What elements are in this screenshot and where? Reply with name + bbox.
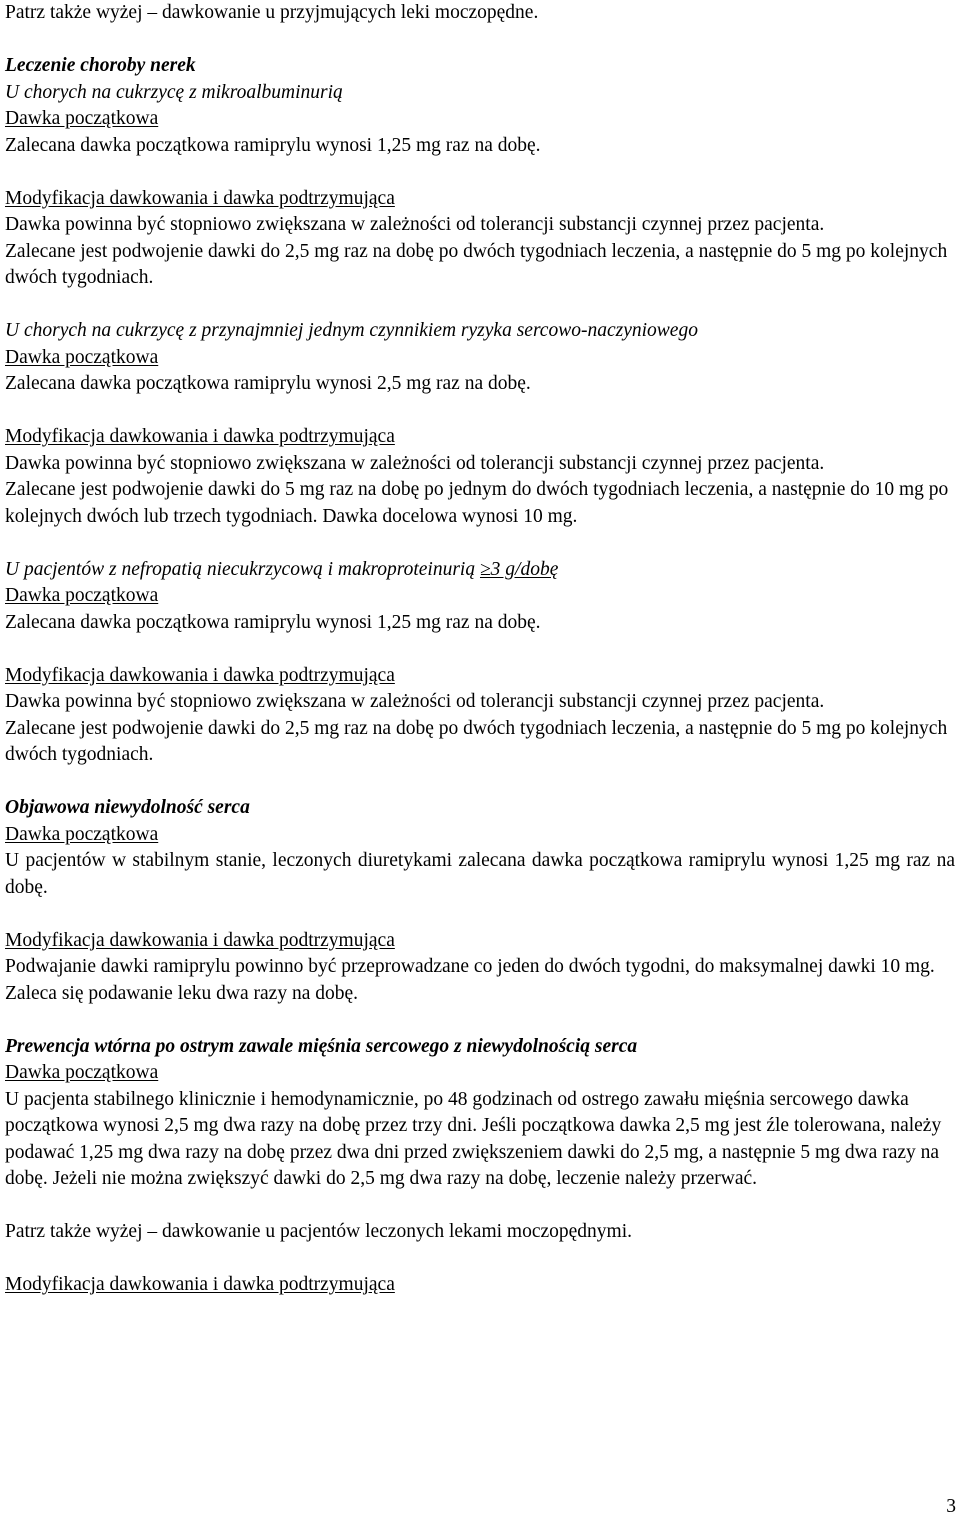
- prevention-section: [5, 1034, 955, 1299]
- spacer: [5, 1193, 955, 1220]
- start-dose-heading: Dawka początkowa: [5, 1062, 159, 1083]
- modification-text: Podwajanie dawki ramiprylu powinno być przeprowadzane co jeden do dwóch tygodni, do maksymalnej dawki 10 mg. Zaleca się podawanie leku dwa razy na dobę.: [5, 956, 935, 1004]
- heart-failure-section: [5, 795, 955, 1034]
- spacer: [5, 292, 955, 319]
- modification-text: Zalecane jest podwojenie dawki do 2,5 mg raz na dobę po dwóch tygodniach leczenia, a następnie do 5 mg po kolejnych dwóch tygodniach.: [5, 240, 948, 288]
- modification-text: Zalecane jest podwojenie dawki do 2,5 mg raz na dobę po dwóch tygodniach leczenia, a następnie do 5 mg po kolejnych dwóch tygodniach.: [5, 717, 948, 765]
- start-dose-text: U pacjentów w stabilnym stanie, leczonych diuretykami zalecana dawka początkowa ramiprylu wynosi 1,25 mg raz na dobę.: [5, 850, 955, 898]
- modification-text: Dawka powinna być stopniowo zwiększana w zależności od tolerancji substancji czynnej przez pacjenta.: [5, 452, 825, 474]
- spacer: [5, 769, 955, 796]
- spacer: [5, 636, 955, 663]
- modification-heading: Modyfikacja dawkowania i dawka podtrzymująca: [5, 1274, 395, 1295]
- section-title-prevention: Prewencja wtórna po ostrym zawale mięśnia sercowego z niewydolnością serca: [5, 1035, 638, 1057]
- start-dose-heading: Dawka początkowa: [5, 108, 159, 129]
- section-title-kidney: Leczenie choroby nerek: [5, 55, 196, 76]
- subsection-title-microalbuminuria: U chorych na cukrzycę z mikroalbuminurią: [5, 81, 343, 103]
- subsection-title-cardiovascular-risk: U chorych na cukrzycę z przynajmniej jednym czynnikiem ryzyka sercowo-naczyniowego: [5, 320, 698, 341]
- spacer: [5, 901, 955, 928]
- page-number: 3: [946, 1496, 956, 1517]
- document-page: [5, 0, 955, 1299]
- modification-text: Dawka powinna być stopniowo zwiększana w zależności od tolerancji substancji czynnej przez pacjenta.: [5, 691, 825, 712]
- modification-heading: Modyfikacja dawkowania i dawka podtrzymująca: [5, 929, 395, 951]
- see-also-text: Patrz także wyżej – dawkowanie u pacjentów leczonych lekami moczopędnymi.: [5, 1221, 633, 1242]
- start-dose-text: U pacjenta stabilnego klinicznie i hemodynamicznie, po 48 godzinach od ostrego zawału mięśnia sercowego dawka początkowa wynosi 2,5 mg dwa razy na dobę przez trzy dni. Jeśli początkowa dawka 2,5 mg jest źle tolerowana, należy podawać 1,25 mg dwa razy na dobę przez dwa dni przed zwiększeniem dawki do 2,5 mg, a następnie 5 mg dwa razy na dobę. Jeżeli nie można zwiększyć dawki do 2,5 mg dwa razy na dobę, leczenie należy przerwać.: [5, 1088, 942, 1189]
- spacer: [5, 398, 955, 425]
- start-dose-text: Zalecana dawka początkowa ramiprylu wynosi 2,5 mg raz na dobę.: [5, 373, 531, 394]
- start-dose-heading: Dawka początkowa: [5, 823, 159, 845]
- subtitle-prefix: U pacjentów z nefropatią niecukrzycową i makroproteinurią: [5, 558, 480, 580]
- modification-text: Zalecane jest podwojenie dawki do 5 mg raz na dobę po jednym do dwóch tygodniach leczenia, a następnie do 10 mg po kolejnych dwóch lub trzech tygodniach. Dawka docelowa wynosi 10 mg.: [5, 479, 949, 527]
- start-dose-text: Zalecana dawka początkowa ramiprylu wynosi 1,25 mg raz na dobę.: [5, 134, 541, 156]
- modification-heading: Modyfikacja dawkowania i dawka podtrzymująca: [5, 187, 395, 209]
- modification-heading: Modyfikacja dawkowania i dawka podtrzymująca: [5, 664, 395, 686]
- spacer: [5, 1007, 955, 1034]
- start-dose-heading: Dawka początkowa: [5, 346, 159, 368]
- spacer: [5, 530, 955, 557]
- start-dose-heading: Dawka początkowa: [5, 585, 159, 606]
- subtitle-threshold: ≥3 g/dobę: [479, 558, 559, 580]
- intro-text: Patrz także wyżej – dawkowanie u przyjmujących leki moczopędne.: [5, 2, 539, 23]
- spacer: [5, 159, 955, 186]
- start-dose-text: Zalecana dawka początkowa ramiprylu wynosi 1,25 mg raz na dobę.: [5, 611, 541, 633]
- subsection-title-nephropathy: [5, 557, 955, 584]
- kidney-section: [5, 53, 955, 795]
- modification-text: Dawka powinna być stopniowo zwiększana w zależności od tolerancji substancji czynnej przez pacjenta.: [5, 214, 825, 235]
- section-title-heart-failure: Objawowa niewydolność serca: [5, 797, 250, 818]
- spacer: [5, 27, 955, 54]
- spacer: [5, 1246, 955, 1273]
- modification-heading: Modyfikacja dawkowania i dawka podtrzymująca: [5, 426, 395, 447]
